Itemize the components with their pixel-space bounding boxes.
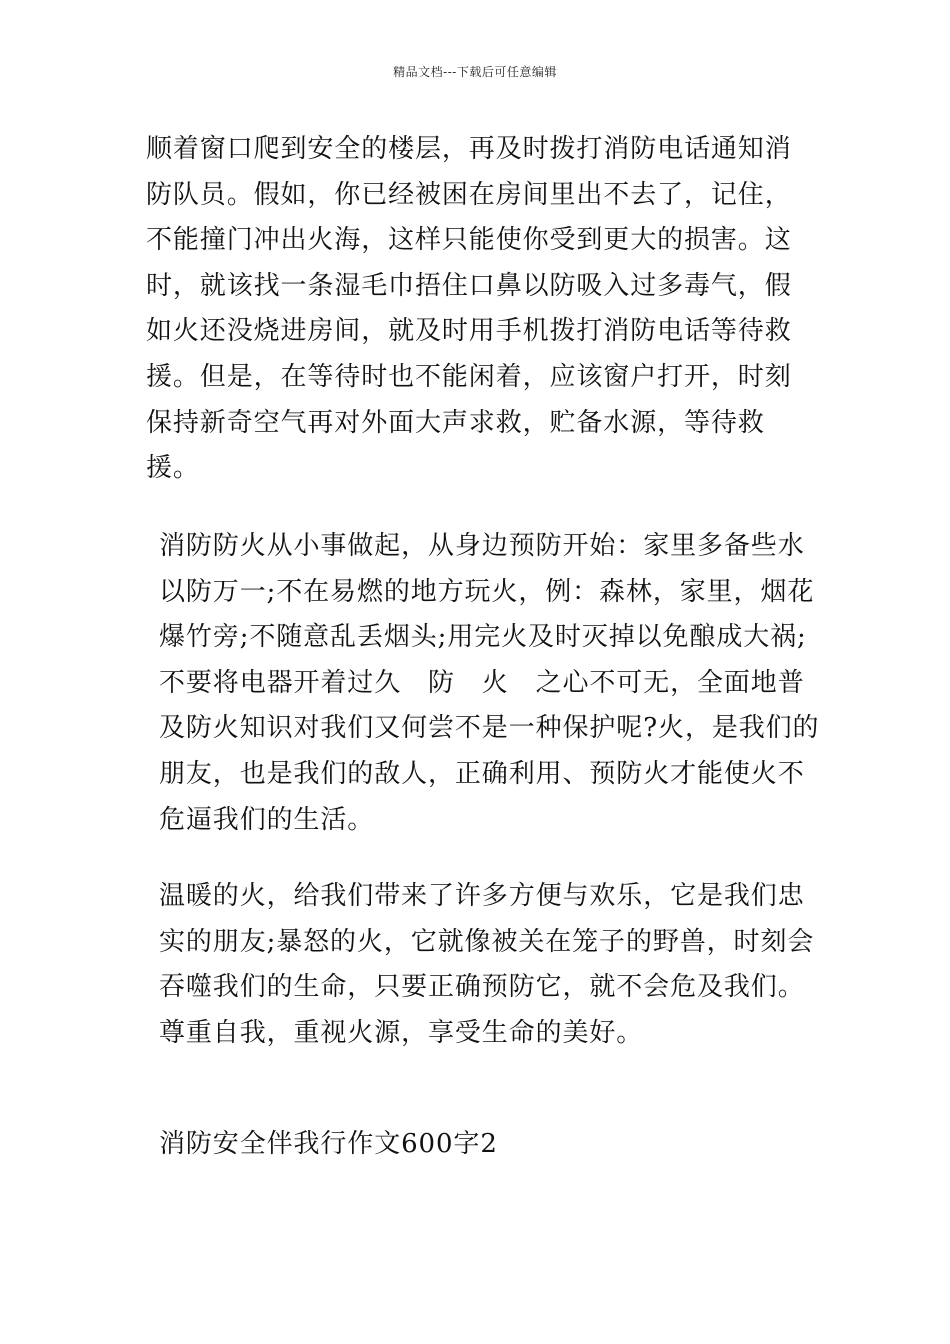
section-heading: 消防安全伴我行作文600字2 bbox=[159, 1129, 498, 1159]
paragraph-text: 温暖的火，给我们带来了许多方便与欢乐，它是我们忠实的朋友;暴怒的火，它就像被关在笼子的野兽，时刻会吞噬我们的生命，只要正确预防它，就不会危及我们。尊重自我，重视火源，享受生命的美好。 bbox=[159, 881, 815, 1048]
paragraph-1 bbox=[146, 127, 808, 492]
paragraph-2 bbox=[146, 524, 821, 843]
paragraph-3 bbox=[146, 874, 821, 1056]
paragraph-text: 顺着窗口爬到安全的楼层，再及时拨打消防电话通知消防队员。假如，你已经被困在房间里出不去了，记住，不能撞门冲出火海，这样只能使你受到更大的损害。这时，就该找一条湿毛巾捂住口鼻以防吸入过多毒气，假如火还没烧进房间，就及时用手机拨打消防电话等待救援。但是，在等待时也不能闲着，应该窗户打开，时刻保持新奇空气再对外面大声求救，贮备水源，等待救援。 bbox=[146, 134, 792, 484]
page-header: 精品文档---下载后可任意编辑 bbox=[393, 65, 557, 79]
paragraph-text: 消防防火从小事做起，从身边预防开始：家里多备些水以防万一;不在易燃的地方玩火，例：森林，家里，烟花爆竹旁;不随意乱丢烟头;用完火及时灭掉以免酿成大祸;不要将电器开着过久 防 火 之心不可无，全面地普及防火知识对我们又何尝不是一种保护呢?火，是我们的朋友，也是我们的敌人，正确利用、预防火才能使火不危逼我们的生活。 bbox=[159, 531, 820, 835]
